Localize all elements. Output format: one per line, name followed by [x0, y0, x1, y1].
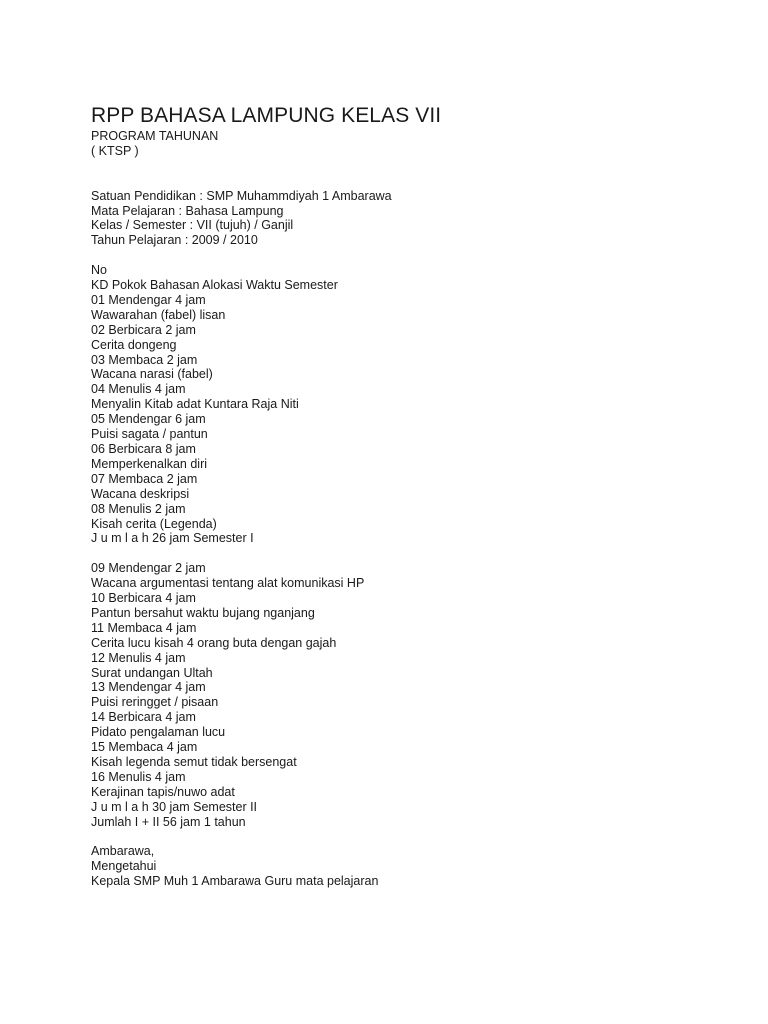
subtitle-block	[91, 129, 731, 159]
list-item: Puisi sagata / pantun	[91, 427, 208, 442]
closing-signatories: Kepala SMP Muh 1 Ambarawa Guru mata pelajaran	[91, 874, 379, 889]
list-item: 16 Menulis 4 jam	[91, 769, 186, 784]
list-item: Cerita dongeng	[91, 337, 177, 352]
list-item: 04 Menulis 4 jam	[91, 382, 186, 397]
table-header	[91, 263, 731, 293]
list-item: 13 Mendengar 4 jam	[91, 680, 206, 695]
identity-block	[91, 189, 731, 249]
table-header-line: No	[91, 263, 107, 278]
document-page	[91, 103, 731, 889]
list-item: Wacana narasi (fabel)	[91, 367, 213, 382]
list-item: Pidato pengalaman lucu	[91, 725, 226, 740]
list-item: Kisah cerita (Legenda)	[91, 516, 217, 531]
list-item: Kerajinan tapis/nuwo adat	[91, 784, 235, 799]
list-item: 09 Mendengar 2 jam	[91, 561, 206, 576]
list-item: Surat undangan Ultah	[91, 665, 213, 680]
list-item: Wacana argumentasi tentang alat komunikasi HP	[91, 576, 365, 591]
list-item: 12 Menulis 4 jam	[91, 650, 186, 665]
semester-2-list	[91, 561, 731, 829]
identity-line: Tahun Pelajaran : 2009 / 2010	[91, 233, 258, 248]
list-item: Cerita lucu kisah 4 orang buta dengan gajah	[91, 635, 337, 650]
identity-line: Mata Pelajaran : Bahasa Lampung	[91, 203, 284, 218]
list-item: 05 Mendengar 6 jam	[91, 412, 206, 427]
semester-1-list	[91, 293, 731, 546]
list-item: 03 Membaca 2 jam	[91, 352, 198, 367]
list-item: 15 Membaca 4 jam	[91, 740, 198, 755]
semester-total: J u m l a h 30 jam Semester II	[91, 799, 258, 814]
list-item: Memperkenalkan diri	[91, 456, 208, 471]
list-item: Kisah legenda semut tidak bersengat	[91, 755, 297, 770]
table-header-line: KD Pokok Bahasan Alokasi Waktu Semester	[91, 278, 338, 293]
closing-block	[91, 844, 731, 889]
subtitle-line: ( KTSP )	[91, 143, 139, 158]
list-item: Wacana deskripsi	[91, 486, 190, 501]
subtitle-line: PROGRAM TAHUNAN	[91, 129, 219, 143]
list-item: Menyalin Kitab adat Kuntara Raja Niti	[91, 397, 299, 412]
list-item: 06 Berbicara 8 jam	[91, 442, 196, 456]
list-item: 11 Membaca 4 jam	[91, 620, 197, 635]
list-item: 07 Membaca 2 jam	[91, 471, 198, 486]
list-item: 02 Berbicara 2 jam	[91, 322, 196, 337]
identity-line: Kelas / Semester : VII (tujuh) / Ganjil	[91, 218, 294, 233]
list-item: Wawarahan (fabel) lisan	[91, 307, 226, 322]
semester-total: J u m l a h 26 jam Semester I	[91, 531, 254, 546]
list-item: Pantun bersahut waktu bujang nganjang	[91, 605, 315, 620]
identity-line: Satuan Pendidikan : SMP Muhammdiyah 1 Ambarawa	[91, 188, 392, 203]
list-item: 08 Menulis 2 jam	[91, 501, 186, 516]
list-item: 14 Berbicara 4 jam	[91, 710, 196, 725]
list-item: 01 Mendengar 4 jam	[91, 292, 206, 307]
closing-acknowledge: Mengetahui	[91, 859, 157, 874]
document-title: RPP BAHASA LAMPUNG KELAS VII	[91, 104, 442, 127]
list-item: Puisi reringget / pisaan	[91, 695, 219, 710]
annual-total: Jumlah I + II 56 jam 1 tahun	[91, 814, 246, 829]
closing-place: Ambarawa,	[91, 844, 155, 859]
list-item: 10 Berbicara 4 jam	[91, 591, 196, 606]
